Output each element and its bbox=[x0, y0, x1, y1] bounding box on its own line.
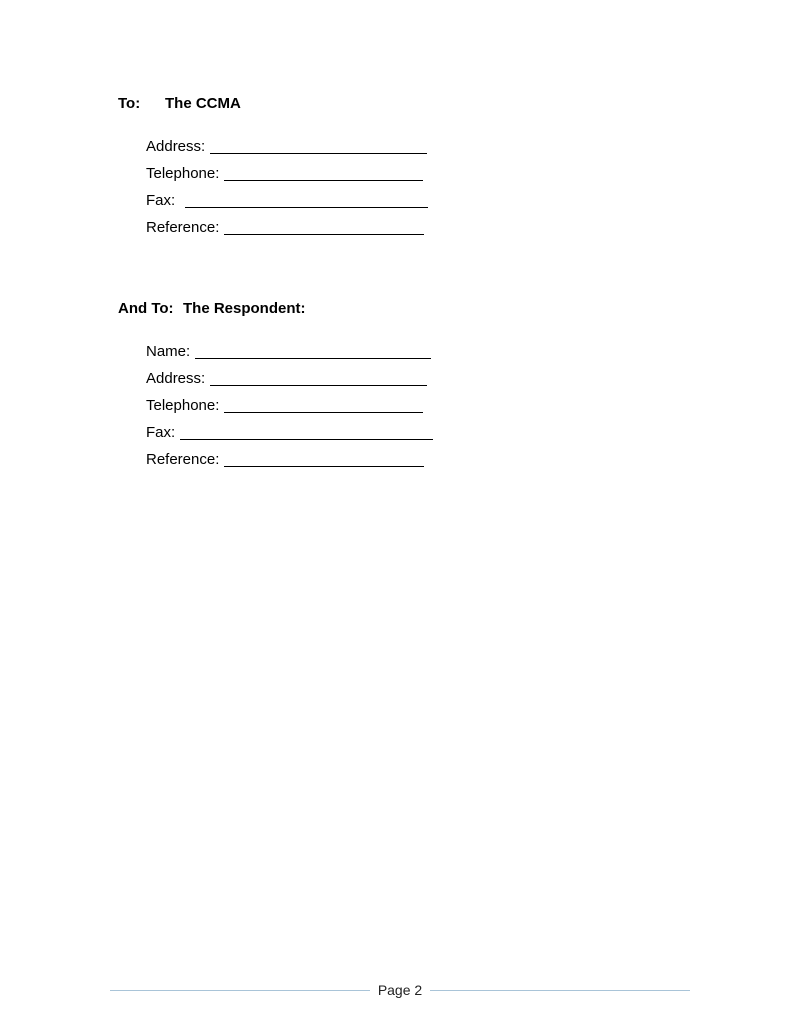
page-footer bbox=[110, 980, 690, 1000]
address-fill-line[interactable] bbox=[210, 371, 427, 386]
reference-fill-line[interactable] bbox=[224, 220, 424, 235]
field-label: Name: bbox=[146, 343, 191, 360]
page-number: Page 2 bbox=[377, 982, 423, 998]
heading-lead: And To: bbox=[118, 300, 174, 317]
footer-rule-right bbox=[430, 990, 690, 991]
telephone-fill-line[interactable] bbox=[224, 166, 423, 181]
field-row-ccma-fax bbox=[146, 192, 428, 210]
section-heading-respondent bbox=[118, 300, 306, 318]
field-row-ccma-reference bbox=[146, 219, 424, 237]
name-fill-line[interactable] bbox=[195, 344, 431, 359]
field-row-respondent-telephone bbox=[146, 397, 423, 415]
field-label: Address: bbox=[146, 138, 206, 155]
field-row-respondent-reference bbox=[146, 451, 424, 469]
field-row-ccma-telephone bbox=[146, 165, 423, 183]
field-row-respondent-fax bbox=[146, 424, 433, 442]
field-row-respondent-name bbox=[146, 343, 431, 361]
field-label: Address: bbox=[146, 370, 206, 387]
field-label: Telephone: bbox=[146, 397, 220, 414]
heading-title: The CCMA bbox=[165, 95, 241, 112]
field-row-ccma-address bbox=[146, 138, 427, 156]
address-fill-line[interactable] bbox=[210, 139, 427, 154]
reference-fill-line[interactable] bbox=[224, 452, 424, 467]
field-label: Reference: bbox=[146, 219, 220, 236]
footer-rule-left bbox=[110, 990, 370, 991]
heading-title: The Respondent: bbox=[183, 300, 306, 317]
field-label: Reference: bbox=[146, 451, 220, 468]
field-row-respondent-address bbox=[146, 370, 427, 388]
field-label: Fax: bbox=[146, 424, 176, 441]
field-label: Fax: bbox=[146, 192, 176, 209]
field-label: Telephone: bbox=[146, 165, 220, 182]
heading-lead: To: bbox=[118, 95, 141, 112]
telephone-fill-line[interactable] bbox=[224, 398, 423, 413]
section-heading-ccma bbox=[118, 95, 241, 113]
fax-fill-line[interactable] bbox=[180, 425, 433, 440]
fax-fill-line[interactable] bbox=[185, 193, 428, 208]
